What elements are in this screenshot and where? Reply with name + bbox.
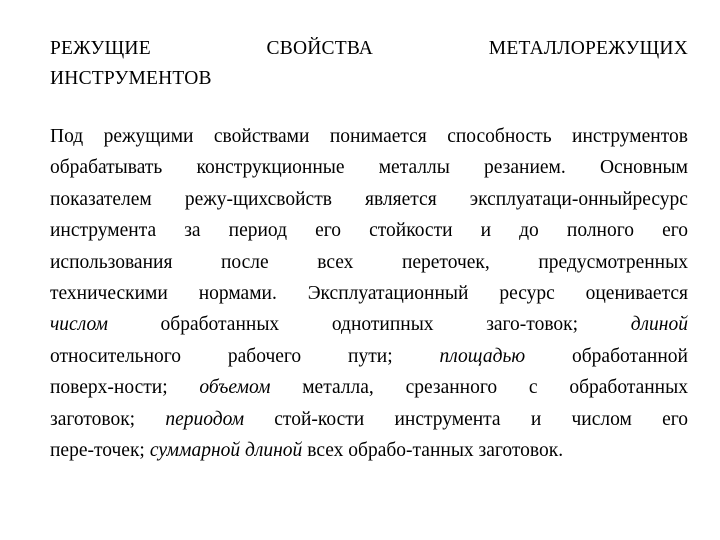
word: Под — [50, 126, 84, 147]
paragraph-line — [50, 152, 688, 183]
word: использования — [50, 251, 173, 273]
word: его — [662, 408, 688, 430]
word: инструментов — [572, 126, 688, 147]
paragraph-line — [50, 372, 688, 403]
word: стойкости — [369, 220, 453, 242]
word: его — [662, 220, 688, 242]
word: резанием. — [484, 157, 566, 179]
italic-word: длиной — [630, 314, 688, 336]
word: числом — [571, 408, 632, 430]
word: переточек, — [401, 251, 490, 273]
title-word: СВОЙСТВА — [266, 38, 374, 59]
word: пере-точек; — [50, 439, 145, 461]
italic-word: периодом — [165, 408, 245, 430]
paragraph-line — [50, 435, 688, 466]
word: и — [480, 220, 492, 242]
word: Эксплуатационный — [307, 282, 469, 304]
word: режущими — [103, 126, 194, 147]
word: металла, — [302, 377, 374, 399]
italic-word: числом — [50, 314, 108, 336]
word: за — [184, 220, 201, 242]
word: заго-товок; — [486, 314, 579, 336]
word: срезанного — [405, 377, 498, 399]
word: оценивается — [585, 282, 688, 304]
word: с — [528, 377, 538, 399]
italic-phrase: суммарной длиной — [149, 439, 303, 461]
word: и — [530, 408, 542, 430]
word: обработанных — [569, 377, 688, 399]
word: нормами. — [198, 282, 277, 304]
word: стой-кости — [274, 408, 365, 430]
word: после — [220, 251, 269, 273]
word: до — [519, 220, 539, 242]
title-word: ИНСТРУМЕНТОВ — [50, 68, 212, 89]
paragraph-line — [50, 247, 688, 278]
word: заготовок; — [50, 408, 136, 430]
word: предусмотренных — [538, 251, 688, 273]
word: обработанных — [160, 314, 280, 336]
word: пути; — [348, 345, 393, 367]
word: его — [315, 220, 342, 242]
paragraph-line — [50, 278, 688, 309]
body-paragraph — [50, 121, 688, 466]
paragraph-line — [50, 215, 688, 246]
italic-word: объемом — [199, 377, 271, 399]
word: конструкционные — [196, 157, 345, 179]
title-line-1 — [50, 34, 688, 64]
word: режу-щихсвойств — [184, 188, 332, 210]
word: полного — [566, 220, 634, 242]
word: понимается — [329, 126, 427, 147]
word: способность — [447, 126, 552, 147]
word: Основным — [599, 157, 688, 179]
word: относительного — [50, 345, 182, 367]
word: инструмента — [50, 220, 157, 242]
word: свойствами — [213, 126, 310, 147]
slide-title — [50, 34, 688, 94]
word: эксплуатаци-онныйресурс — [469, 188, 688, 210]
word: техническими — [50, 282, 168, 304]
word: обрабатывать — [50, 157, 163, 179]
paragraph-line — [50, 341, 688, 372]
italic-word: площадью — [439, 345, 526, 367]
paragraph-line — [50, 404, 688, 435]
word: инструмента — [394, 408, 501, 430]
word: период — [228, 220, 288, 242]
paragraph-line — [50, 184, 688, 215]
paragraph-line — [50, 121, 688, 152]
phrase: всех обрабо-танных заготовок. — [307, 439, 564, 461]
word: однотипных — [331, 314, 434, 336]
title-word: РЕЖУЩИЕ — [50, 38, 151, 59]
paragraph-line — [50, 309, 688, 340]
word: металлы — [378, 157, 450, 179]
word: поверх-ности; — [50, 377, 168, 399]
word: ресурс — [499, 282, 555, 304]
word: всех — [317, 251, 354, 273]
word: является — [365, 188, 437, 210]
word: показателем — [50, 188, 152, 210]
title-line-2 — [50, 64, 688, 94]
title-word: МЕТАЛЛОРЕЖУЩИХ — [488, 38, 688, 59]
word: рабочего — [227, 345, 302, 367]
word: обработанной — [572, 345, 688, 367]
